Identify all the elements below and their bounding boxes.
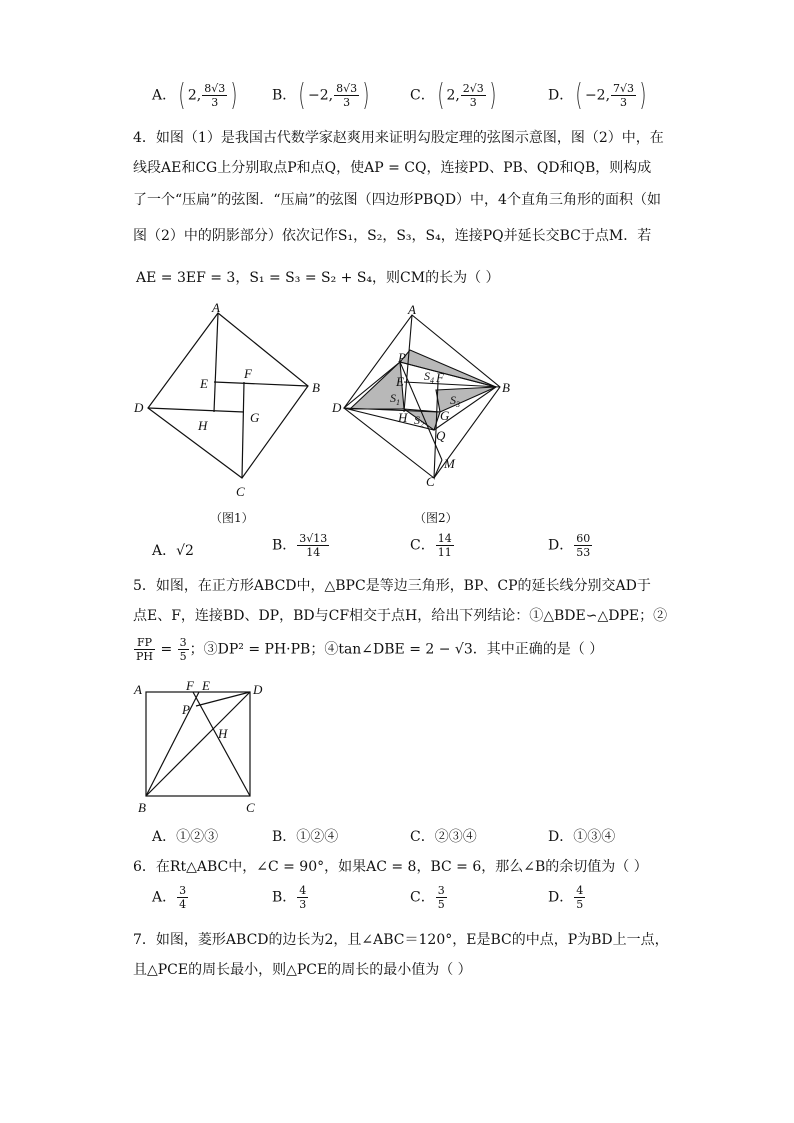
fig2-label-p: P (398, 350, 406, 365)
fig1-label-f: F (244, 366, 252, 381)
q7-line1: 7．如图，菱形ABCD的边长为2，且∠ABC＝120°，E是BC的中点，P为BD上一点， (133, 932, 669, 948)
q5-label-e: E (202, 678, 210, 693)
fig2-label-e: E (396, 374, 404, 389)
q5-label-p: P (182, 702, 190, 717)
q6-option-b[interactable]: B． $\frac{4}{3}$ (272, 884, 307, 911)
q5-label-h: H (218, 726, 228, 741)
fig2-label-a: A (408, 302, 416, 317)
q4-line1: 4．如图（1）是我国古代数学家赵爽用来证明勾股定理的弦图示意图，图（2）中，在 (133, 130, 664, 146)
q4-option-c[interactable]: C． $\frac{14}{11}$ (410, 532, 452, 559)
q5-label-a: A (134, 682, 142, 697)
q4-figure-2 (330, 300, 520, 530)
q5-line3: $\frac{FP}{PH}$ = $\frac{3}{5}$ ；③DP² = PH·PB；④tan∠DBE = 2 − √3．其中正确的是（ ） (136, 636, 604, 663)
q7-line2: 且△PCE的周长最小，则△PCE的周长的最小值为（ ） (133, 962, 472, 978)
fig2-label-q: Q (436, 428, 446, 443)
q5-line1: 5．如图，在正方形ABCD中，△BPC是等边三角形，BP、CP的延长线分别交AD于 (133, 578, 651, 594)
fig1-label-e: E (200, 376, 208, 391)
fig2-label-s2: $S_2$ (414, 413, 424, 429)
fig1-label-h: H (198, 418, 208, 433)
fig2-label-d: D (332, 400, 342, 415)
fig2-label-m: M (444, 456, 455, 471)
q4-option-b[interactable]: B． $\frac{3√13}{14}$ (272, 532, 328, 559)
q4-option-a[interactable]: A．√2 (152, 543, 194, 559)
fig2-label-c: C (426, 474, 435, 489)
fig1-caption: （图1） (210, 511, 254, 525)
fig2-caption: （图2） (414, 511, 458, 525)
q4-figure-1 (128, 300, 328, 530)
q5-label-d: D (253, 682, 263, 697)
fig2-label-b: B (502, 380, 510, 395)
q5-option-a[interactable]: A．①②③ (152, 829, 219, 845)
q4-line3: 了一个“压扁”的弦图．“压扁”的弦图（四边形PBQD）中，4个直角三角形的面积（如 (133, 192, 661, 208)
q5-option-b[interactable]: B．①②④ (272, 829, 339, 845)
q6-option-c[interactable]: C． $\frac{3}{5}$ (410, 884, 445, 911)
fig1-label-b: B (312, 380, 320, 395)
fig1-label-d: D (134, 400, 144, 415)
fig1-label-c: C (236, 484, 245, 499)
q3-option-d[interactable]: D．( −2, $\frac{7√3}{3}$ ) (548, 78, 647, 113)
q6-line1: 6．在Rt△ABC中，∠C = 90°，如果AC = 8，BC = 6，那么∠B的余切值为（ ） (133, 859, 648, 875)
q5-label-c: C (246, 800, 255, 815)
q3-option-a[interactable]: A．( 2, $\frac{8√3}{3}$ ) (152, 78, 238, 113)
q5-label-f: F (186, 678, 194, 693)
q3-option-c[interactable]: C．( 2, $\frac{2√3}{3}$ ) (410, 78, 497, 113)
q4-line4: 图（2）中的阴影部分）依次记作S₁，S₂，S₃，S₄，连接PQ并延长交BC于点M．若 (133, 228, 652, 244)
q3-option-b[interactable]: B．( −2, $\frac{8√3}{3}$ ) (272, 78, 370, 113)
q5-option-c[interactable]: C．②③④ (410, 829, 477, 845)
q4-line2: 线段AE和CG上分别取点P和点Q，使AP = CQ，连接PD、PB、QD和QB，则构成 (133, 160, 652, 176)
fig2-label-f: F (436, 370, 444, 385)
fig2-label-h: H (398, 410, 408, 425)
q6-option-a[interactable]: A． $\frac{3}{4}$ (152, 884, 187, 911)
fig2-label-s4: $S_4$ (424, 369, 434, 385)
fig1-label-g: G (250, 410, 260, 425)
q5-label-b: B (138, 800, 146, 815)
q4-option-d[interactable]: D． $\frac{60}{53}$ (548, 532, 591, 559)
q5-option-d[interactable]: D．①③④ (548, 829, 616, 845)
q6-option-d[interactable]: D． $\frac{4}{5}$ (548, 884, 584, 911)
fig2-label-s1: $S_1$ (390, 391, 400, 407)
fig2-label-g: G (440, 408, 450, 423)
fig2-label-s3: $S_3$ (450, 393, 460, 409)
q4-line5: AE = 3EF = 3，S₁ = S₃ = S₂ + S₄，则CM的长为（ ） (136, 270, 500, 286)
q5-figure (128, 678, 278, 818)
q5-line2: 点E、F，连接BD、DP，BD与CF相交于点H，给出下列结论：①△BDE∽△DPE；② (133, 608, 668, 624)
fig1-label-a: A (212, 300, 220, 315)
